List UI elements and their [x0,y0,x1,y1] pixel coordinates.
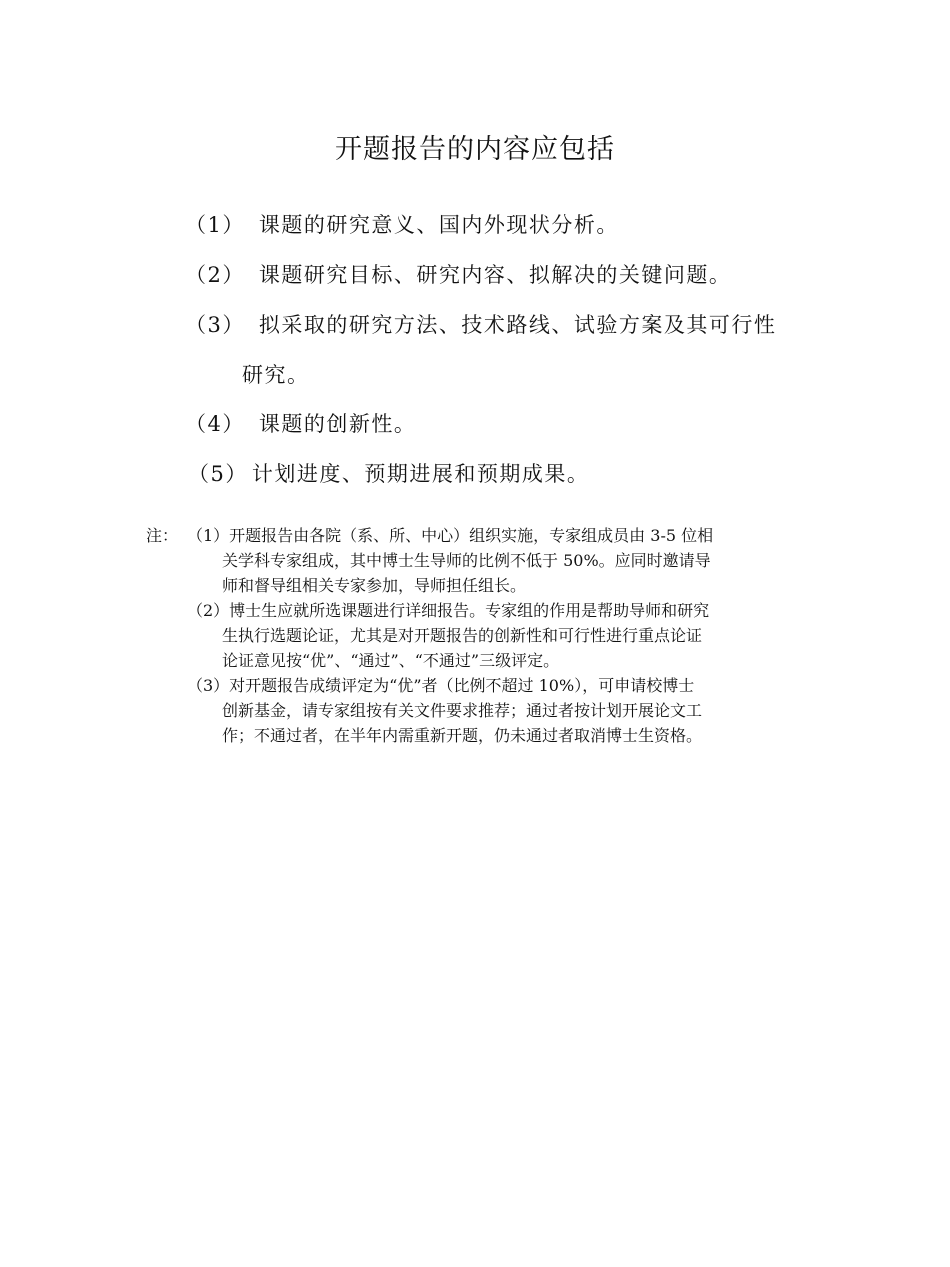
item-text: 课题研究目标、研究内容、拟解决的关键问题。 [258,263,732,287]
item-number: （3） [185,313,245,337]
list-item-3 [185,311,776,339]
list-item-4 [185,410,416,438]
page-title: 开题报告的内容应包括 [335,134,615,165]
list-item-2 [185,261,731,289]
item-number: （4） [185,412,245,436]
list-item-5 [188,460,589,488]
list-item-3-continuation: 研究。 [242,363,310,387]
note-3-line-2: 创新基金，请专家组按有关文件要求推荐；通过者按计划开展论文工 [222,701,703,720]
item-number: （2） [185,263,245,287]
item-number: （5） [188,462,248,486]
list-item-1 [185,211,619,239]
note-2-line-1: （2）博士生应就所选课题进行详细报告。专家组的作用是帮助导师和研究 [187,601,710,620]
note-2-line-3: 论证意见按“优”、“通过”、“不通过”三级评定。 [222,651,560,670]
item-number: （1） [185,213,245,237]
item-text: 课题的研究意义、国内外现状分析。 [258,213,619,237]
item-text: 拟采取的研究方法、技术路线、试验方案及其可行性 [258,313,777,337]
notes-prefix: 注： [146,526,179,545]
note-1-line-1: （1）开题报告由各院（系、所、中心）组织实施，专家组成员由 3-5 位相 [187,526,714,545]
note-3-line-3: 作；不通过者，在半年内需重新开题，仍未通过者取消博士生资格。 [222,726,703,745]
note-2-line-2: 生执行选题论证，尤其是对开题报告的创新性和可行性进行重点论证 [222,626,703,645]
item-text: 课题的创新性。 [258,412,417,436]
note-1-line-2: 关学科专家组成，其中博士生导师的比例不低于 50%。应同时邀请导 [222,551,711,570]
note-3-line-1: （3）对开题报告成绩评定为“优”者（比例不超过 10%），可申请校博士 [187,676,695,695]
note-1-line-3: 师和督导组相关专家参加，导师担任组长。 [222,576,527,595]
item-text: 计划进度、预期进展和预期成果。 [251,462,590,486]
